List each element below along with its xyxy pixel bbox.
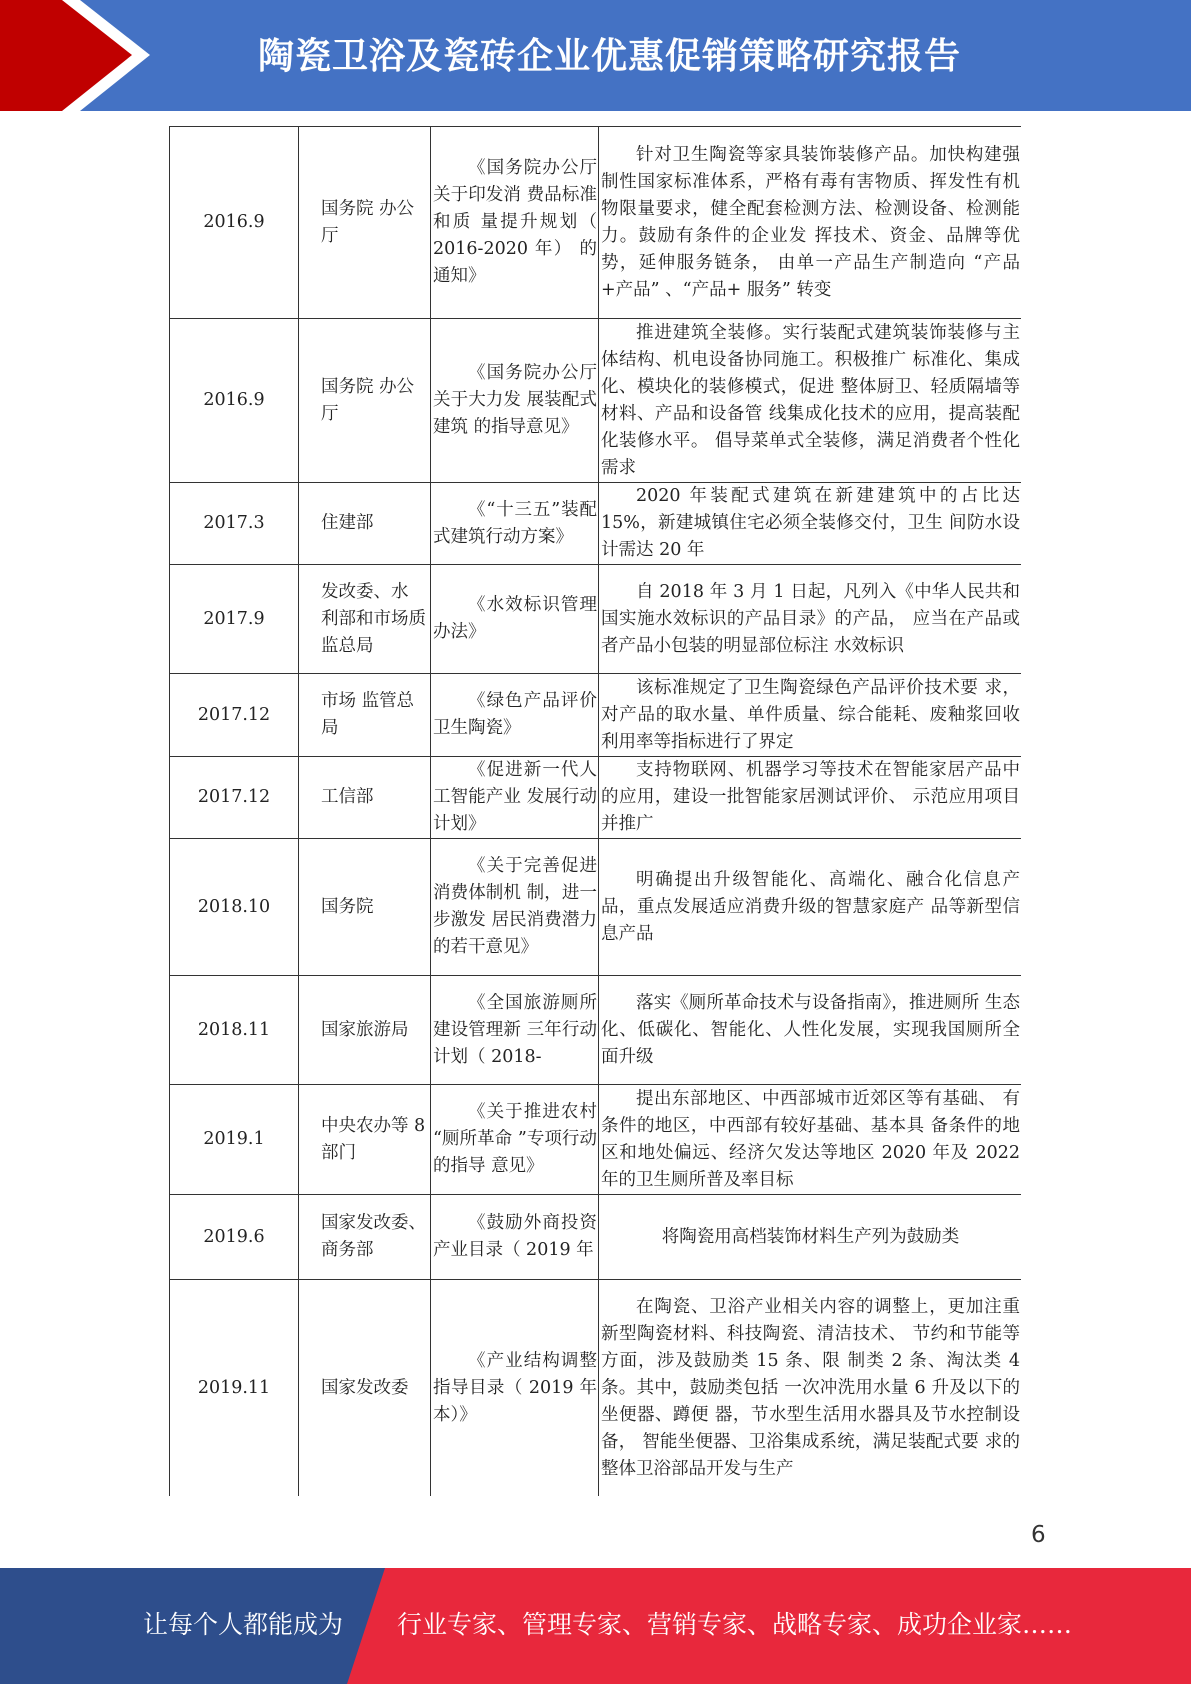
row-date: 2018.11 bbox=[170, 976, 299, 1085]
row-document: 《全国旅游厕所建设管理新 三年行动计划（ 2018- bbox=[431, 976, 599, 1085]
row-content: 自 2018 年 3 月 1 日起，凡列入《中华人民共和国实施水效标识的产品目录》的产品， 应当在产品或者产品小包装的明显部位标注 水效标识 bbox=[599, 565, 1022, 674]
row-agency: 国务院 办公厅 bbox=[299, 127, 431, 319]
page-number: 6 bbox=[1031, 1522, 1046, 1548]
row-content: 针对卫生陶瓷等家具装饰装修产品。加快构建强制性国家标准体系，严格有毒有害物质、挥发性有机物限量要求，健全配套检测方法、检测设备、检测能力。鼓励有条件的企业发 挥技术、资金、品牌等优势，延伸服务链条， 由单一产品生产制造向 “产品+产品” 、“产品+ 服务” 转变 bbox=[599, 127, 1022, 319]
row-content: 支持物联网、机器学习等技术在智能家居产品中的应用，建设一批智能家居测试评价、 示范应用项目并推广 bbox=[599, 757, 1022, 839]
page-header bbox=[0, 0, 1191, 111]
page-footer bbox=[0, 1568, 1191, 1684]
row-agency: 国家旅游局 bbox=[299, 976, 431, 1085]
table-row bbox=[170, 565, 1022, 674]
row-date: 2016.9 bbox=[170, 127, 299, 319]
row-document: 《鼓励外商投资产业目录（ 2019 年 bbox=[431, 1195, 599, 1280]
row-document: 《促进新一代人工智能产业 发展行动计划》 bbox=[431, 757, 599, 839]
row-agency: 国务院 办公厅 bbox=[299, 319, 431, 483]
row-date: 2019.11 bbox=[170, 1280, 299, 1497]
table-row bbox=[170, 976, 1022, 1085]
row-date: 2016.9 bbox=[170, 319, 299, 483]
row-date: 2017.9 bbox=[170, 565, 299, 674]
policy-table bbox=[169, 126, 1021, 1496]
table-row bbox=[170, 1085, 1022, 1195]
row-document: 《水效标识管理办法》 bbox=[431, 565, 599, 674]
row-content: 该标准规定了卫生陶瓷绿色产品评价技术要 求，对产品的取水量、单件质量、综合能耗、废釉浆回收利用率等指标进行了界定 bbox=[599, 674, 1022, 757]
row-content: 2020 年装配式建筑在新建建筑中的占比达 15%，新建城镇住宅必须全装修交付，卫生 间防水设计需达 20 年 bbox=[599, 483, 1022, 565]
row-document: 《国务院办公厅关于大力发 展装配式建筑 的指导意见》 bbox=[431, 319, 599, 483]
row-agency: 发改委、水 利部和市场质监总局 bbox=[299, 565, 431, 674]
row-document: 《国务院办公厅关于印发消 费品标准和质 量提升规划（ 2016-2020 年） 的通知》 bbox=[431, 127, 599, 319]
row-agency: 国家发改委、商务部 bbox=[299, 1195, 431, 1280]
table-row bbox=[170, 674, 1022, 757]
row-agency: 工信部 bbox=[299, 757, 431, 839]
row-agency: 市场 监管总局 bbox=[299, 674, 431, 757]
row-content: 提出东部地区、中西部城市近郊区等有基础、 有条件的地区，中西部有较好基础、基本具 备条件的地区和地处偏远、经济欠发达等地区 2020 年及 2022 年的卫生厕所普及率目标 bbox=[599, 1085, 1022, 1195]
table-row bbox=[170, 1195, 1022, 1280]
table-row bbox=[170, 319, 1022, 483]
row-document: 《关于推进农村 “厕所革命 ”专项行动的指导 意见》 bbox=[431, 1085, 599, 1195]
row-document: 《产业结构调整指导目录（ 2019 年本）》 bbox=[431, 1280, 599, 1497]
row-document: 《绿色产品评价卫生陶瓷》 bbox=[431, 674, 599, 757]
row-content: 落实《厕所革命技术与设备指南》，推进厕所 生态化、低碳化、智能化、人性化发展，实现我国厕所全面升级 bbox=[599, 976, 1022, 1085]
row-content: 在陶瓷、卫浴产业相关内容的调整上，更加注重新型陶瓷材料、科技陶瓷、清洁技术、 节约和节能等方面，涉及鼓励类 15 条、限 制类 2 条、淘汰类 4 条。其中，鼓励类包括 一次冲洗用水量 6 升及以下的坐便器、蹲便 器，节水型生活用水器具及节水控制设备， 智能坐便器、卫浴集成系统，满足装配式要 求的整体卫浴部品开发与生产 bbox=[599, 1280, 1022, 1497]
row-agency: 国家发改委 bbox=[299, 1280, 431, 1497]
row-date: 2017.3 bbox=[170, 483, 299, 565]
row-date: 2018.10 bbox=[170, 839, 299, 976]
row-content: 将陶瓷用高档装饰材料生产列为鼓励类 bbox=[599, 1195, 1022, 1280]
footer-slogan-right: 行业专家、管理专家、营销专家、战略专家、成功企业家…… bbox=[397, 1610, 1073, 1639]
row-date: 2017.12 bbox=[170, 757, 299, 839]
table-row bbox=[170, 127, 1022, 319]
row-agency: 中央农办等 8 部门 bbox=[299, 1085, 431, 1195]
row-document: 《“十三五”装配 式建筑行动方案》 bbox=[431, 483, 599, 565]
table-row bbox=[170, 839, 1022, 976]
footer-slogan-left: 让每个人都能成为 bbox=[143, 1610, 344, 1639]
row-content: 推进建筑全装修。实行装配式建筑装饰装修与主体结构、机电设备协同施工。积极推广 标准化、集成化、模块化的装修模式，促进 整体厨卫、轻质隔墙等材料、产品和设备管 线集成化技术的应用，提高装配化装修水平。 倡导菜单式全装修，满足消费者个性化需求 bbox=[599, 319, 1022, 483]
table-row bbox=[170, 757, 1022, 839]
row-document: 《关于完善促进消费体制机 制，进一步激发 居民消费潜力 的若干意见》 bbox=[431, 839, 599, 976]
row-content: 明确提出升级智能化、高端化、融合化信息产品，重点发展适应消费升级的智慧家庭产 品等新型信息产品 bbox=[599, 839, 1022, 976]
row-date: 2019.1 bbox=[170, 1085, 299, 1195]
row-date: 2017.12 bbox=[170, 674, 299, 757]
row-date: 2019.6 bbox=[170, 1195, 299, 1280]
row-agency: 住建部 bbox=[299, 483, 431, 565]
table-row bbox=[170, 483, 1022, 565]
table-row bbox=[170, 1280, 1022, 1497]
report-title: 陶瓷卫浴及瓷砖企业优惠促销策略研究报告 bbox=[258, 36, 962, 77]
policy-table-container bbox=[169, 126, 1021, 1496]
row-agency: 国务院 bbox=[299, 839, 431, 976]
